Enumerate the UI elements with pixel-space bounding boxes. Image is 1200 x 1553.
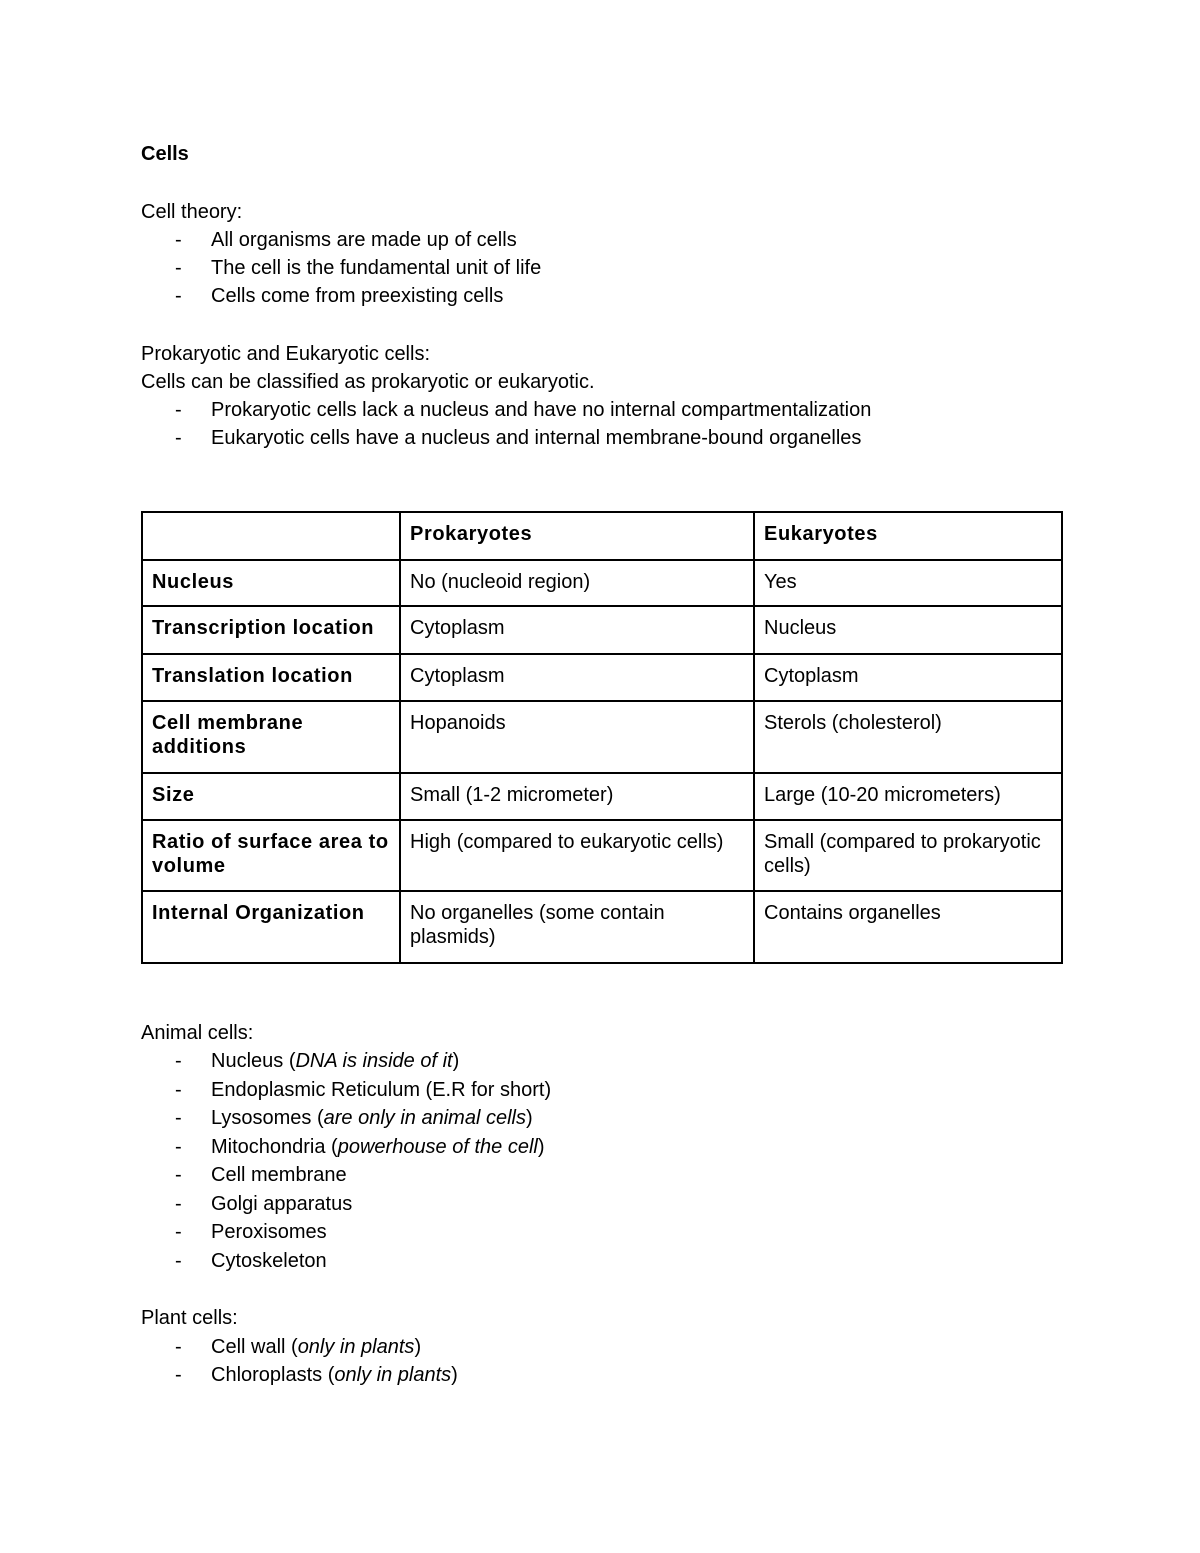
table-row-header: Ratio of surface area to volume <box>142 820 400 891</box>
list-item-text: The cell is the fundamental unit of life <box>211 257 542 279</box>
table-cell: Hopanoids <box>400 701 754 773</box>
bullet-dash: - <box>175 1136 182 1158</box>
list-item-text <box>211 1362 458 1388</box>
bullet-dash: - <box>175 257 182 279</box>
table-row-header: Translation location <box>142 654 400 701</box>
table-header-cell <box>142 512 400 560</box>
item-tail: ) <box>452 1050 460 1072</box>
bullet-dash: - <box>175 1221 182 1243</box>
table-cell: Cytoplasm <box>754 654 1062 701</box>
bullet-dash: - <box>175 285 182 307</box>
table-cell: High (compared to eukaryotic cells) <box>400 820 754 891</box>
list-item-text: Prokaryotic cells lack a nucleus and have no internal compartmentalization <box>211 399 872 421</box>
list-item-text <box>211 1048 459 1074</box>
table-cell: Small (compared to prokaryotic cells) <box>754 820 1062 891</box>
list-item-text <box>211 1191 352 1217</box>
item-note: powerhouse of the cell <box>337 1136 538 1158</box>
list-item-text: All organisms are made up of cells <box>211 229 517 251</box>
list-item-text <box>211 1334 421 1360</box>
page-title: Cells <box>141 143 189 165</box>
table-row <box>142 891 1062 963</box>
item-tail: ) <box>525 1107 533 1129</box>
cell-theory-heading: Cell theory: <box>141 201 243 223</box>
list-item-text: Cells come from preexisting cells <box>211 285 504 307</box>
item-main: Nucleus ( <box>211 1050 296 1072</box>
table-cell: Nucleus <box>754 606 1062 654</box>
item-main: Cell wall ( <box>211 1336 298 1358</box>
item-main: Cell membrane <box>211 1164 347 1186</box>
item-note: are only in animal cells <box>323 1107 526 1129</box>
list-item-text <box>211 1105 533 1131</box>
item-note: only in plants <box>297 1336 415 1358</box>
table-row-header: Size <box>142 773 400 820</box>
table-cell: Small (1-2 micrometer) <box>400 773 754 820</box>
table-row-header: Transcription location <box>142 606 400 654</box>
item-tail: ) <box>414 1336 422 1358</box>
table-row-header: Nucleus <box>142 560 400 606</box>
table-row <box>142 820 1062 891</box>
item-main: Peroxisomes <box>211 1221 327 1243</box>
bullet-dash: - <box>175 1164 182 1186</box>
table-row <box>142 560 1062 606</box>
table-cell: Cytoplasm <box>400 606 754 654</box>
item-main: Chloroplasts ( <box>211 1364 335 1386</box>
item-main: Lysosomes ( <box>211 1107 324 1129</box>
bullet-dash: - <box>175 1250 182 1272</box>
list-item-text <box>211 1219 327 1245</box>
bullet-dash: - <box>175 1107 182 1129</box>
list-item-text <box>211 1248 327 1274</box>
item-note: only in plants <box>334 1364 452 1386</box>
table-row-header: Cell membrane additions <box>142 701 400 773</box>
bullet-dash: - <box>175 427 182 449</box>
table-cell: Large (10-20 micrometers) <box>754 773 1062 820</box>
table-cell: Yes <box>754 560 1062 606</box>
table-header-cell: Prokaryotes <box>400 512 754 560</box>
pro-euk-heading: Prokaryotic and Eukaryotic cells: <box>141 343 431 365</box>
table-cell: No organelles (some contain plasmids) <box>400 891 754 963</box>
list-item-text <box>211 1134 545 1160</box>
bullet-dash: - <box>175 1079 182 1101</box>
plant-cells-heading: Plant cells: <box>141 1307 238 1329</box>
table-row <box>142 701 1062 773</box>
table-row <box>142 773 1062 820</box>
bullet-dash: - <box>175 1050 182 1072</box>
list-item-text: Eukaryotic cells have a nucleus and internal membrane-bound organelles <box>211 427 862 449</box>
pro-euk-intro: Cells can be classified as prokaryotic or eukaryotic. <box>141 371 595 393</box>
table-row <box>142 654 1062 701</box>
table-header-cell: Eukaryotes <box>754 512 1062 560</box>
list-item-text <box>211 1077 551 1103</box>
table-header-row <box>142 512 1062 560</box>
bullet-dash: - <box>175 1336 182 1358</box>
bullet-dash: - <box>175 229 182 251</box>
table-cell: No (nucleoid region) <box>400 560 754 606</box>
item-main: Golgi apparatus <box>211 1193 353 1215</box>
table-cell: Sterols (cholesterol) <box>754 701 1062 773</box>
item-main: Cytoskeleton <box>211 1250 327 1272</box>
bullet-dash: - <box>175 1364 182 1386</box>
item-main: Endoplasmic Reticulum (E.R for short) <box>211 1079 552 1101</box>
item-tail: ) <box>537 1136 545 1158</box>
table-row-header: Internal Organization <box>142 891 400 963</box>
bullet-dash: - <box>175 1193 182 1215</box>
animal-cells-heading: Animal cells: <box>141 1022 254 1044</box>
table-cell: Contains organelles <box>754 891 1062 963</box>
item-note: DNA is inside of it <box>295 1050 453 1072</box>
comparison-table <box>141 511 1063 964</box>
item-main: Mitochondria ( <box>211 1136 338 1158</box>
table-row <box>142 606 1062 654</box>
list-item-text <box>211 1162 347 1188</box>
item-tail: ) <box>451 1364 458 1386</box>
table-cell: Cytoplasm <box>400 654 754 701</box>
bullet-dash: - <box>175 399 182 421</box>
